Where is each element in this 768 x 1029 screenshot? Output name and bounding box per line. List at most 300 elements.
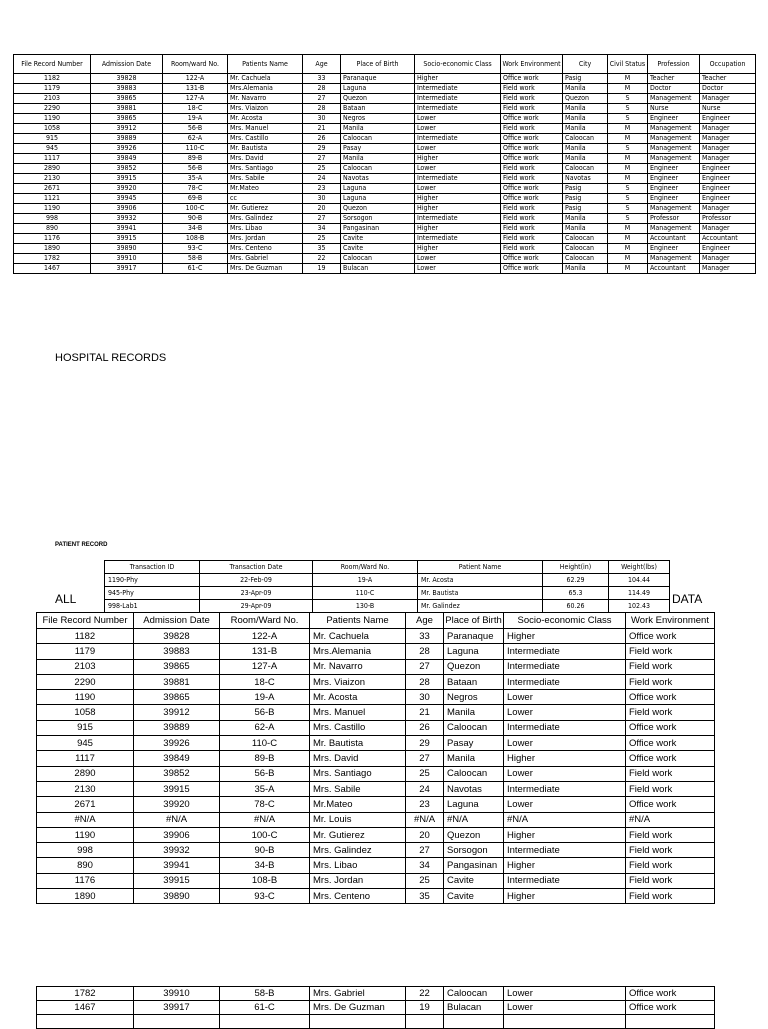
table-row: [37, 843, 715, 858]
table-cell: Teacher: [648, 74, 700, 84]
table-cell: Caloocan: [444, 987, 504, 1001]
table-cell: Higher: [504, 751, 626, 766]
column-header: Height(in): [543, 561, 609, 574]
table-cell: 110-C: [220, 736, 310, 751]
table-cell: 28: [406, 644, 444, 659]
table-cell: 1782: [37, 987, 134, 1001]
table-cell: Intermediate: [504, 873, 626, 888]
table-cell: 34: [303, 224, 341, 234]
table-cell: Field work: [626, 858, 715, 873]
column-header: Profession: [648, 55, 700, 74]
table-cell: Engineer: [648, 114, 700, 124]
table-cell: Intermediate: [504, 843, 626, 858]
table-cell: 2890: [37, 766, 134, 781]
table-cell: Office work: [626, 751, 715, 766]
table-cell: Manager: [700, 94, 756, 104]
table-row: [14, 104, 756, 114]
table-cell: 39945: [91, 194, 163, 204]
all-data-header-row: [37, 613, 715, 629]
table-cell: Management: [648, 94, 700, 104]
table-row: [37, 858, 715, 873]
table-cell: Laguna: [341, 184, 415, 194]
column-header: File Record Number: [37, 613, 134, 629]
table-cell: 915: [14, 134, 91, 144]
table-cell: Field work: [626, 843, 715, 858]
table-cell: #N/A: [220, 812, 310, 827]
table-cell: #N/A: [504, 812, 626, 827]
table-cell: 33: [303, 74, 341, 84]
table-cell: 2290: [14, 104, 91, 114]
table-cell: Office work: [626, 629, 715, 644]
table-cell: 110-C: [313, 587, 418, 600]
table-cell: 22: [303, 254, 341, 264]
table-row: [37, 659, 715, 674]
table-cell: [406, 1015, 444, 1029]
table-cell: M: [608, 254, 648, 264]
table-cell: 23-Apr-09: [200, 587, 313, 600]
table-row: [14, 94, 756, 104]
table-cell: 29-Apr-09: [200, 600, 313, 613]
table-cell: 89-B: [163, 154, 228, 164]
table-cell: [37, 1015, 134, 1029]
table-cell: 39865: [134, 659, 220, 674]
column-header: Room/Ward No.: [313, 561, 418, 574]
table-cell: Laguna: [444, 797, 504, 812]
table-cell: 131-B: [163, 84, 228, 94]
table-cell: 30: [303, 114, 341, 124]
table-cell: 104.44: [609, 574, 670, 587]
table-cell: 28: [303, 84, 341, 94]
table-row: [37, 1001, 715, 1015]
table-row: [37, 812, 715, 827]
table-cell: Mrs. Libao: [228, 224, 303, 234]
table-cell: Field work: [626, 659, 715, 674]
table-cell: Engineer: [648, 194, 700, 204]
table-cell: S: [608, 94, 648, 104]
table-cell: Lower: [415, 264, 501, 274]
table-cell: 2130: [37, 781, 134, 796]
table-cell: M: [608, 244, 648, 254]
table-cell: Mr. Gutierez: [310, 827, 406, 842]
table-cell: cc: [228, 194, 303, 204]
table-cell: 2103: [37, 659, 134, 674]
table-cell: Engineer: [648, 174, 700, 184]
table-cell: 25: [303, 164, 341, 174]
table-cell: 998-Lab1: [105, 600, 200, 613]
table-cell: Accountant: [648, 234, 700, 244]
table-cell: Caloocan: [341, 134, 415, 144]
table-cell: [504, 1015, 626, 1029]
table-cell: Sorsogon: [444, 843, 504, 858]
table-cell: 39920: [91, 184, 163, 194]
table-cell: Intermediate: [415, 84, 501, 94]
table-cell: Higher: [504, 858, 626, 873]
table-cell: Intermediate: [504, 674, 626, 689]
table-row: [37, 797, 715, 812]
table-row: [14, 114, 756, 124]
table-cell: 39932: [134, 843, 220, 858]
table-cell: Mrs.Alemania: [228, 84, 303, 94]
table-cell: 30: [406, 690, 444, 705]
table-cell: 2130: [14, 174, 91, 184]
table-cell: 21: [406, 705, 444, 720]
table-cell: Pasig: [563, 204, 608, 214]
table-cell: 39906: [134, 827, 220, 842]
table-cell: Field work: [501, 214, 563, 224]
table-cell: M: [608, 224, 648, 234]
table-cell: 23: [406, 797, 444, 812]
table-cell: 998: [37, 843, 134, 858]
table-cell: Manila: [444, 751, 504, 766]
table-cell: Bataan: [341, 104, 415, 114]
table-cell: 122-A: [163, 74, 228, 84]
table-cell: 33: [406, 629, 444, 644]
table-cell: Lower: [504, 736, 626, 751]
column-header: Weight(lbs): [609, 561, 670, 574]
column-header: Patients Name: [310, 613, 406, 629]
table-cell: 2103: [14, 94, 91, 104]
table-cell: Higher: [415, 224, 501, 234]
table-cell: 35-A: [220, 781, 310, 796]
table-cell: 56-B: [163, 124, 228, 134]
table-cell: Intermediate: [504, 720, 626, 735]
table-cell: Cavite: [444, 873, 504, 888]
table-cell: [134, 1015, 220, 1029]
table-cell: 39910: [134, 987, 220, 1001]
table-cell: 1058: [37, 705, 134, 720]
table-cell: Mr. Louis: [310, 812, 406, 827]
table-cell: Field work: [501, 124, 563, 134]
table-cell: Engineer: [700, 244, 756, 254]
table-cell: 890: [37, 858, 134, 873]
table-cell: Mr. Bautista: [418, 587, 543, 600]
column-header: Age: [303, 55, 341, 74]
table-cell: Teacher: [700, 74, 756, 84]
patient-record-header-row: [105, 561, 670, 574]
table-cell: Manila: [444, 705, 504, 720]
table-cell: 22-Feb-09: [200, 574, 313, 587]
table-cell: 1179: [37, 644, 134, 659]
table-row: [14, 154, 756, 164]
table-cell: 61-C: [163, 264, 228, 274]
table-row: [14, 254, 756, 264]
table-cell: Navotas: [563, 174, 608, 184]
table-cell: 93-C: [163, 244, 228, 254]
table-cell: Manager: [700, 254, 756, 264]
table-cell: 39906: [91, 204, 163, 214]
table-cell: 1190-Phy: [105, 574, 200, 587]
table-cell: Caloocan: [563, 244, 608, 254]
table-cell: 35-A: [163, 174, 228, 184]
table-cell: Manager: [700, 134, 756, 144]
column-header: Transaction ID: [105, 561, 200, 574]
table-cell: 28: [303, 104, 341, 114]
table-cell: Doctor: [700, 84, 756, 94]
table-cell: 39915: [134, 873, 220, 888]
table-cell: 39912: [91, 124, 163, 134]
table-cell: 1890: [14, 244, 91, 254]
table-cell: Caloocan: [563, 254, 608, 264]
table-cell: S: [608, 114, 648, 124]
table-row: [37, 629, 715, 644]
table-cell: 19: [406, 1001, 444, 1015]
table-cell: Bulacan: [444, 1001, 504, 1015]
table-cell: 39883: [134, 644, 220, 659]
table-cell: 39932: [91, 214, 163, 224]
table-cell: 1190: [14, 204, 91, 214]
table-cell: Negros: [341, 114, 415, 124]
table-cell: 65.3: [543, 587, 609, 600]
table-cell: S: [608, 184, 648, 194]
table-cell: Professor: [648, 214, 700, 224]
table-cell: Professor: [700, 214, 756, 224]
table-cell: Higher: [415, 194, 501, 204]
table-row: [14, 194, 756, 204]
table-cell: Office work: [626, 797, 715, 812]
table-cell: Manila: [341, 124, 415, 134]
column-header: Work Environment: [626, 613, 715, 629]
table-row: [14, 144, 756, 154]
table-cell: 69-B: [163, 194, 228, 204]
table-row: [14, 244, 756, 254]
column-header: Socio-economic Class: [415, 55, 501, 74]
all-label: ALL: [55, 592, 77, 606]
table-cell: 39910: [91, 254, 163, 264]
table-cell: 39890: [91, 244, 163, 254]
table-cell: Higher: [504, 889, 626, 904]
table-cell: Office work: [501, 74, 563, 84]
table-cell: 39828: [134, 629, 220, 644]
table-cell: Field work: [501, 104, 563, 114]
table-row: [105, 600, 670, 613]
table-cell: #N/A: [37, 812, 134, 827]
table-cell: 27: [406, 843, 444, 858]
table-cell: Accountant: [648, 264, 700, 274]
table-cell: Manager: [700, 204, 756, 214]
table-cell: Mrs. David: [228, 154, 303, 164]
table-cell: 39917: [91, 264, 163, 274]
table-cell: M: [608, 74, 648, 84]
table-cell: Lower: [415, 184, 501, 194]
data-label: DATA: [672, 592, 703, 606]
table-cell: Lower: [415, 114, 501, 124]
table-cell: Navotas: [341, 174, 415, 184]
column-header: Place of Birth: [444, 613, 504, 629]
table-cell: 34-B: [220, 858, 310, 873]
table-cell: Mrs. Castillo: [310, 720, 406, 735]
table-cell: 18-C: [163, 104, 228, 114]
table-cell: Mr. Acosta: [310, 690, 406, 705]
table-cell: 39865: [91, 94, 163, 104]
table-cell: Manila: [563, 144, 608, 154]
table-cell: Mr.Mateo: [228, 184, 303, 194]
table-cell: Mr. Bautista: [228, 144, 303, 154]
table-cell: 56-B: [220, 766, 310, 781]
table-cell: 19-A: [220, 690, 310, 705]
table-cell: #N/A: [444, 812, 504, 827]
table-row: [14, 134, 756, 144]
table-cell: Mrs. Manuel: [228, 124, 303, 134]
table-cell: 1058: [14, 124, 91, 134]
table-row: [37, 766, 715, 781]
table-cell: 2671: [14, 184, 91, 194]
table-cell: Field work: [501, 84, 563, 94]
hospital-records-table: [13, 54, 756, 274]
table-cell: Office work: [626, 690, 715, 705]
table-cell: 998: [14, 214, 91, 224]
table-cell: [444, 1015, 504, 1029]
table-cell: 90-B: [163, 214, 228, 224]
table-cell: 1117: [14, 154, 91, 164]
table-cell: Intermediate: [415, 94, 501, 104]
table-cell: 1190: [37, 690, 134, 705]
column-header: Room/ward No.: [163, 55, 228, 74]
table-cell: Mrs.Alemania: [310, 644, 406, 659]
table-cell: Mrs. Sabile: [228, 174, 303, 184]
table-cell: Lower: [415, 254, 501, 264]
table-cell: Accountant: [700, 234, 756, 244]
table-row: [14, 204, 756, 214]
table-cell: 27: [303, 214, 341, 224]
table-cell: Field work: [626, 781, 715, 796]
table-cell: 27: [406, 751, 444, 766]
column-header: Patients Name: [228, 55, 303, 74]
table-cell: Mrs. Jordan: [228, 234, 303, 244]
table-cell: 39852: [91, 164, 163, 174]
table-cell: 90-B: [220, 843, 310, 858]
table-cell: Field work: [626, 644, 715, 659]
table-cell: Intermediate: [504, 781, 626, 796]
table-cell: Manager: [700, 144, 756, 154]
table-cell: Lower: [504, 797, 626, 812]
table-cell: Manager: [700, 154, 756, 164]
table-cell: 39852: [134, 766, 220, 781]
table-cell: Mrs. Viaizon: [228, 104, 303, 114]
table-cell: [220, 1015, 310, 1029]
table-cell: Caloocan: [341, 254, 415, 264]
patient-record-label: PATIENT RECORD: [55, 542, 108, 548]
table-cell: 1890: [37, 889, 134, 904]
table-cell: Mr. Navarro: [228, 94, 303, 104]
table-cell: 39849: [91, 154, 163, 164]
table-cell: Field work: [626, 889, 715, 904]
table-cell: Caloocan: [444, 720, 504, 735]
table-cell: Field work: [626, 873, 715, 888]
table-cell: Mr. Cachuela: [228, 74, 303, 84]
table-cell: 2671: [37, 797, 134, 812]
column-header: Age: [406, 613, 444, 629]
table-cell: Mrs. Sabile: [310, 781, 406, 796]
table-cell: Caloocan: [341, 164, 415, 174]
table-cell: M: [608, 264, 648, 274]
table-row: [37, 644, 715, 659]
table-cell: [310, 1015, 406, 1029]
table-cell: 22: [406, 987, 444, 1001]
table-cell: Manila: [563, 124, 608, 134]
table-cell: Bataan: [444, 674, 504, 689]
table-cell: 39915: [91, 174, 163, 184]
table-cell: Engineer: [700, 194, 756, 204]
table-cell: Quezon: [444, 827, 504, 842]
table-cell: 945: [37, 736, 134, 751]
table-cell: Manager: [700, 264, 756, 274]
table-cell: 61-C: [220, 1001, 310, 1015]
table-cell: 62.29: [543, 574, 609, 587]
table-cell: 78-C: [220, 797, 310, 812]
table-cell: Navotas: [444, 781, 504, 796]
table-cell: Engineer: [700, 174, 756, 184]
table-cell: M: [608, 154, 648, 164]
table-cell: 102.43: [609, 600, 670, 613]
table-cell: Office work: [626, 1001, 715, 1015]
table-cell: 62-A: [220, 720, 310, 735]
table-cell: Intermediate: [415, 104, 501, 114]
table-cell: Mrs. Jordan: [310, 873, 406, 888]
table-cell: 19-A: [313, 574, 418, 587]
table-cell: 39881: [91, 104, 163, 114]
table-row: [14, 214, 756, 224]
table-cell: Bulacan: [341, 264, 415, 274]
table-cell: 56-B: [220, 705, 310, 720]
all-data-table: [36, 612, 715, 904]
table-cell: 20: [406, 827, 444, 842]
table-cell: M: [608, 134, 648, 144]
table-cell: 1190: [14, 114, 91, 124]
table-cell: Intermediate: [415, 134, 501, 144]
table-cell: 24: [303, 174, 341, 184]
table-cell: Field work: [626, 674, 715, 689]
table-cell: Office work: [501, 144, 563, 154]
table-cell: Management: [648, 154, 700, 164]
table-row: [14, 124, 756, 134]
table-cell: 39889: [134, 720, 220, 735]
table-cell: Field work: [626, 766, 715, 781]
table-row: [14, 234, 756, 244]
table-cell: S: [608, 204, 648, 214]
table-cell: Mrs. Santiago: [228, 164, 303, 174]
table-cell: 39881: [134, 674, 220, 689]
table-cell: Mrs. De Guzman: [228, 264, 303, 274]
table-cell: 25: [303, 234, 341, 244]
table-row: [37, 873, 715, 888]
table-row: [37, 705, 715, 720]
table-cell: 19: [303, 264, 341, 274]
table-cell: Field work: [501, 244, 563, 254]
table-cell: M: [608, 84, 648, 94]
table-cell: 100-C: [163, 204, 228, 214]
table-row: [14, 264, 756, 274]
table-cell: Mr. Gutierez: [228, 204, 303, 214]
table-cell: Lower: [415, 164, 501, 174]
table-cell: 39865: [134, 690, 220, 705]
table-cell: Mr. Cachuela: [310, 629, 406, 644]
table-cell: 29: [303, 144, 341, 154]
table-cell: Caloocan: [563, 164, 608, 174]
column-header: Room/Ward No.: [220, 613, 310, 629]
table-cell: Pasig: [563, 194, 608, 204]
table-cell: Engineer: [700, 184, 756, 194]
table-cell: 1176: [14, 234, 91, 244]
table-cell: 26: [406, 720, 444, 735]
table-cell: 24: [406, 781, 444, 796]
table-cell: Laguna: [341, 84, 415, 94]
table-cell: Engineer: [648, 184, 700, 194]
table-cell: 35: [406, 889, 444, 904]
table-cell: 35: [303, 244, 341, 254]
table-cell: 39889: [91, 134, 163, 144]
table-cell: 1782: [14, 254, 91, 264]
table-cell: Manila: [563, 214, 608, 224]
